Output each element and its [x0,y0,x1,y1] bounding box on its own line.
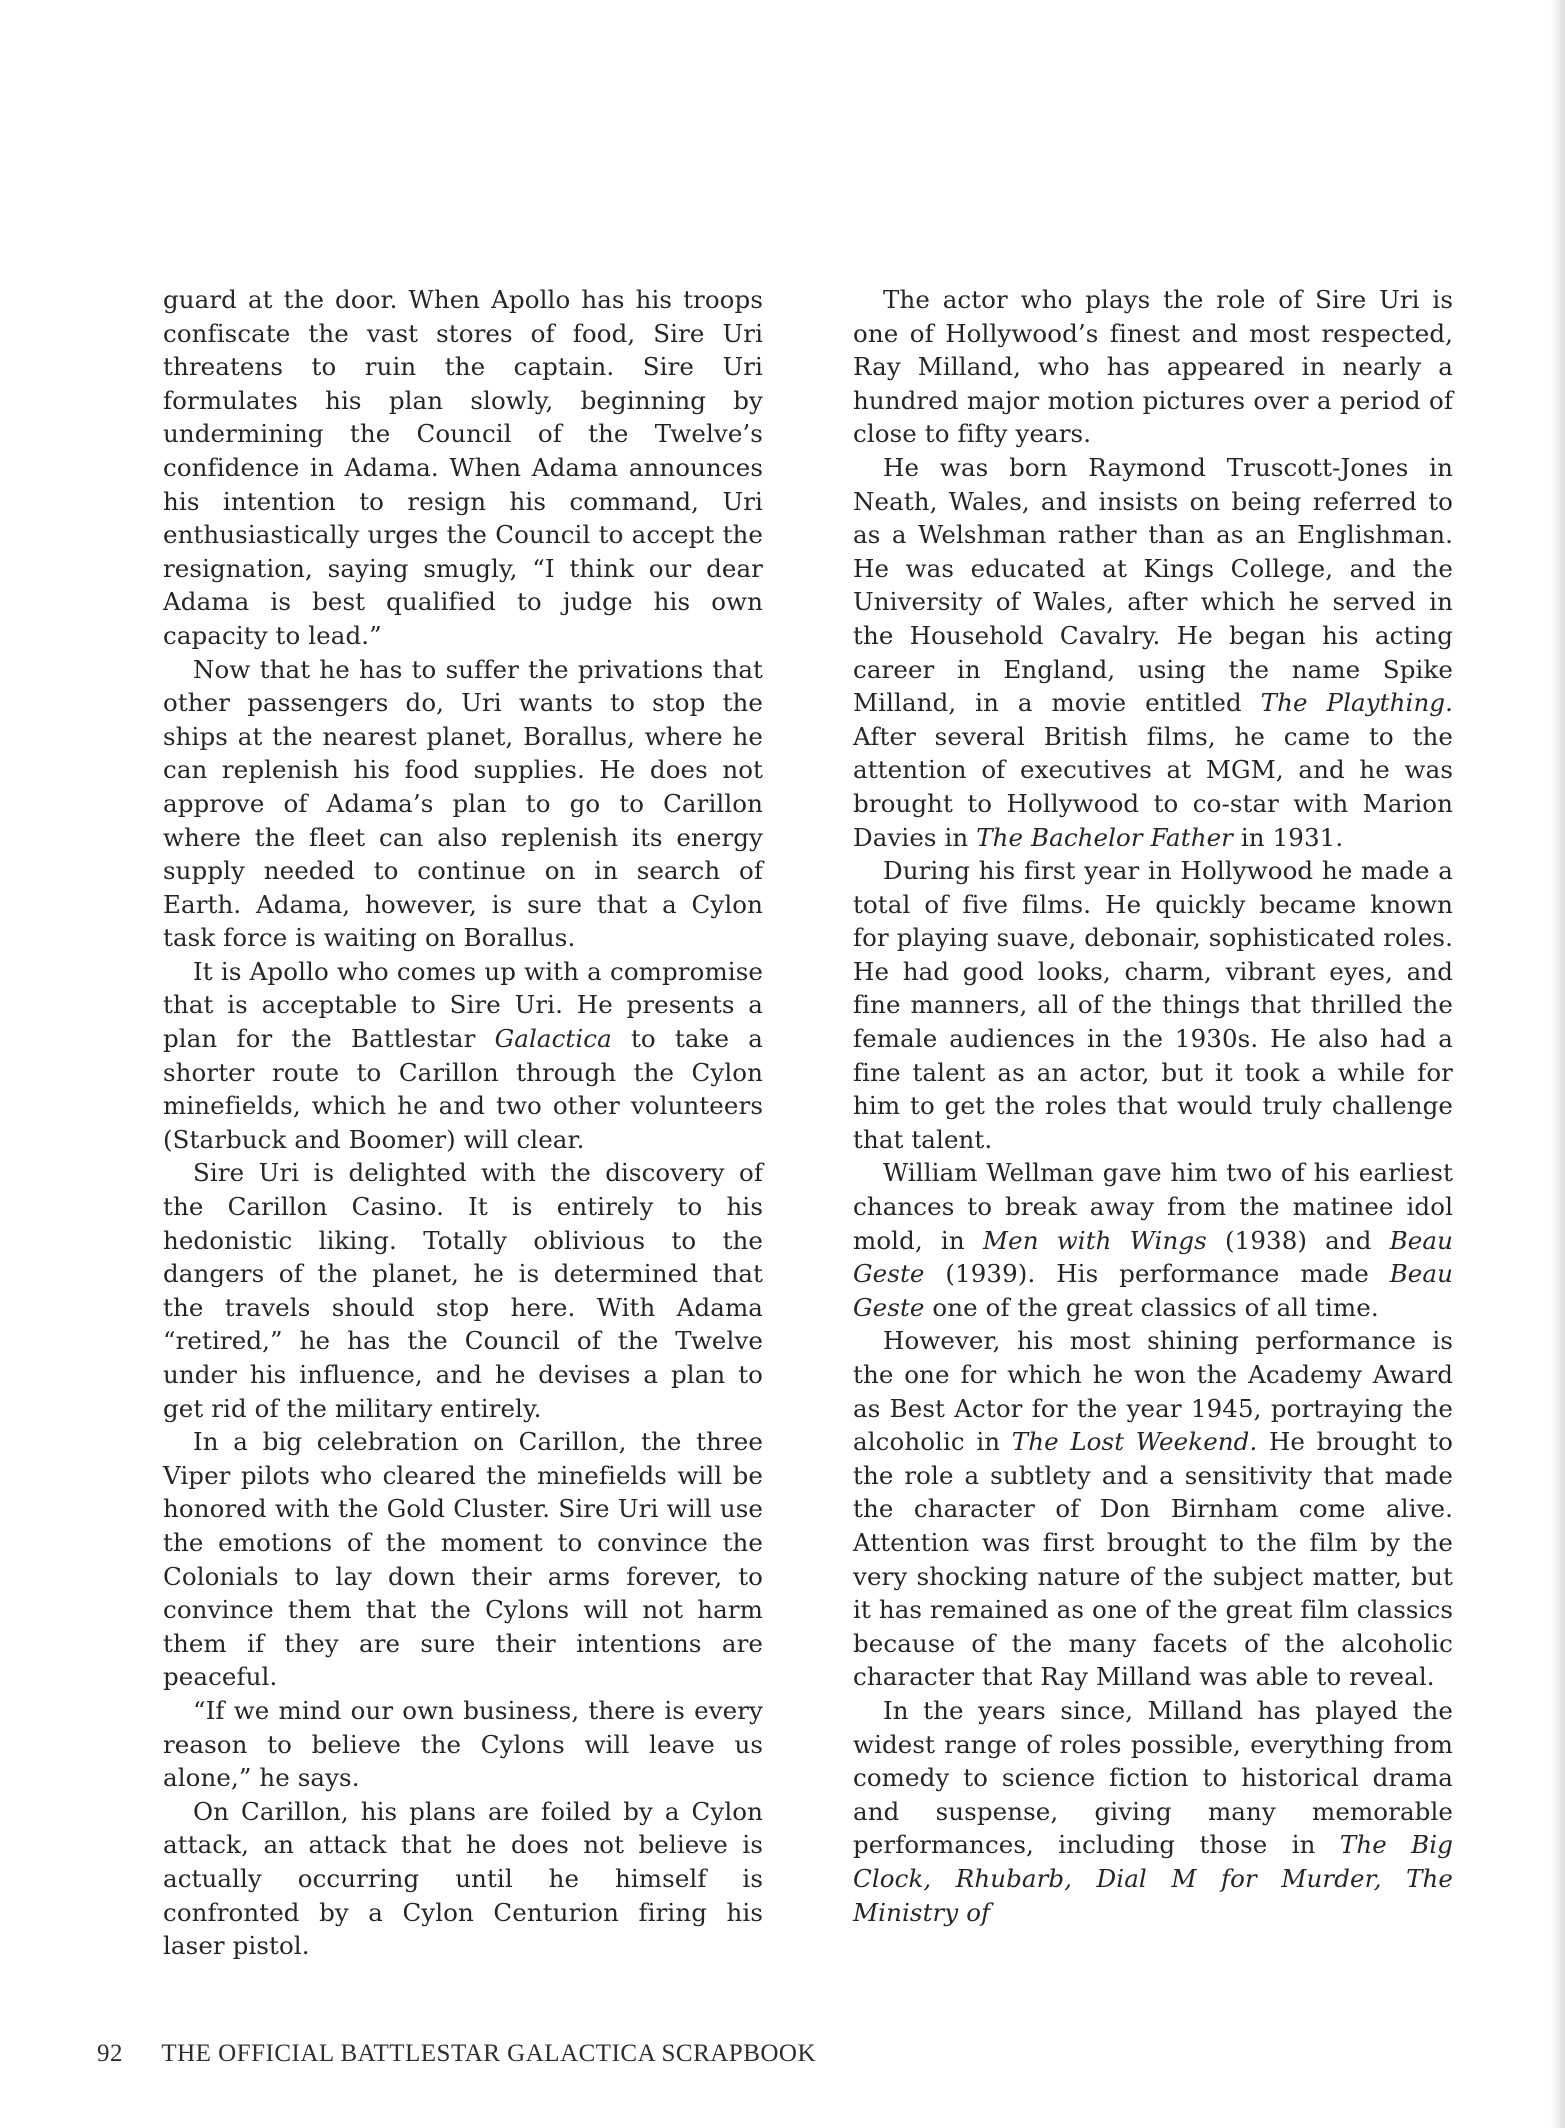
right-column [853,283,1453,1929]
italic-title: Galactica [494,1024,612,1054]
book-title: THE OFFICIAL BATTLESTAR GALACTICA SCRAPBOOK [161,2040,817,2067]
text-run: in 1931. [1232,822,1344,852]
text-run: William Wellman gave him two of his earliest chances to break away from the matinee idol mold, in [853,1158,1453,1255]
paragraph [163,283,763,653]
text-run: one of the great classics of all time. [924,1292,1379,1322]
italic-title: The Big Clock, Rhubarb, Dial M for Murder, The Ministry of [853,1830,1453,1927]
page-footer [97,2040,816,2068]
text-run: He was born Raymond Truscott-Jones in Neath, Wales, and insists on being referred to as a Welshman rather than as an Englishman. He was educated at Kings College, and the University of Wales, after which he served in the Household Cavalry. He began his acting career in England, using the name Spike Milland, in a movie entitled [853,452,1453,718]
paragraph [163,1694,763,1795]
text-run: Now that he has to suffer the privations that other passengers do, Uri wants to stop the ships at the nearest planet, Borallus, where he can replenish his food supplies. He does not approve of Adama’s plan to go to Carillon where the fleet can also replenish its energy supply needed to continue on in search of Earth. Adama, however, is sure that a Cylon task force is waiting on Borallus. [163,654,763,953]
paragraph [163,1156,763,1425]
text-run: It is Apollo who comes up with a compromise that is acceptable to Sire Uri. He presents a plan for the Battlestar [163,956,763,1054]
paragraph [853,1324,1453,1694]
left-column [163,283,763,1963]
text-run: to take a shorter route to Carillon through the Cylon minefields, which he and two other volunteers (Starbuck and Boomer) will clear. [163,1024,763,1154]
text-run: (1938) and [1206,1225,1390,1255]
paragraph [163,955,763,1157]
text-run: Sire Uri is delighted with the discovery of the Carillon Casino. It is entirely to his hedonistic liking. Totally oblivious to the dangers of the planet, he is determined that the travels should stop here. With Adama “retired,” he has the Council of the Twelve under his influence, and he devises a plan to get rid of the military entirely. [163,1158,763,1423]
page-edge-shadow [1551,0,1565,2128]
page-number: 92 [97,2040,123,2067]
text-run: In a big celebration on Carillon, the three Viper pilots who cleared the minefields will be honored with the Gold Cluster. Sire Uri will use the emotions of the moment to convince the Colonials to lay down their arms forever, to convince them that the Cylons will not harm them if they are sure their intentions are peaceful. [163,1427,763,1692]
text-run: During his first year in Hollywood he made a total of five films. He quickly became known for playing suave, debonair, sophisticated roles. He had good looks, charm, vibrant eyes, and fine manners, all of the things that thrilled the female audiences in the 1930s. He also had a fine talent as an actor, but it took a while for him to get the roles that would truly challenge that talent. [853,856,1453,1154]
paragraph [853,283,1453,451]
text-run: In the years since, Milland has played the widest range of roles possible, everything from comedy to science fiction to historical drama and suspense, giving many memorable performances, including those in [853,1695,1453,1860]
paragraph [163,1795,763,1963]
paragraph [163,653,763,955]
paragraph [853,1694,1453,1929]
italic-title: The Plaything. [1260,688,1453,718]
italic-title: The Lost Weekend. [1011,1427,1258,1457]
paragraph [853,854,1453,1156]
paragraph [163,1425,763,1694]
italic-title: The Bachelor Father [976,822,1233,852]
paragraph [853,451,1453,854]
italic-title: Men with Wings [982,1225,1207,1255]
text-run: (1939). His performance made [924,1259,1390,1289]
text-run: However, his most shining performance is the one for which he won the Academy Award as Best Actor for the year 1945, portraying the alcoholic in [853,1326,1453,1457]
text-run: On Carillon, his plans are foiled by a Cylon attack, an attack that he does not believe is actually occurring until he himself is confronted by a Cylon Centurion firing his laser pistol. [163,1796,763,1961]
text-run: “If we mind our own business, there is every reason to believe the Cylons will leave us alone,” he says. [163,1695,763,1793]
paragraph [853,1156,1453,1324]
italic-title: Beau Geste [853,1259,1453,1322]
text-run: The actor who plays the role of Sire Uri is one of Hollywood’s finest and most respected, Ray Milland, who has appeared in nearly a hundred major motion pictures over a period of close to fifty years. [853,285,1453,449]
text-run: After several British films, he came to the attention of executives at MGM, and he was brought to Hollywood to co-star with Marion Davies in [853,721,1453,852]
text-run: He brought to the role a subtlety and a sensitivity that made the character of Don Birnham come alive. Attention was first brought to the film by the very shocking nature of the subject matter, but it has remained as one of the great film classics because of the many facets of the alcoholic character that Ray Milland was able to reveal. [853,1427,1453,1692]
text-run: guard at the door. When Apollo has his troops confiscate the vast stores of food, Sire Uri threatens to ruin the captain. Sire Uri formulates his plan slowly, beginning by undermining the Council of the Twelve’s confidence in Adama. When Adama announces his intention to resign his command, Uri enthusiastically urges the Council to accept the resignation, saying smugly, “I think our dear Adama is best qualified to judge his own capacity to lead.” [163,285,763,650]
italic-title: Beau Geste [853,1225,1453,1289]
